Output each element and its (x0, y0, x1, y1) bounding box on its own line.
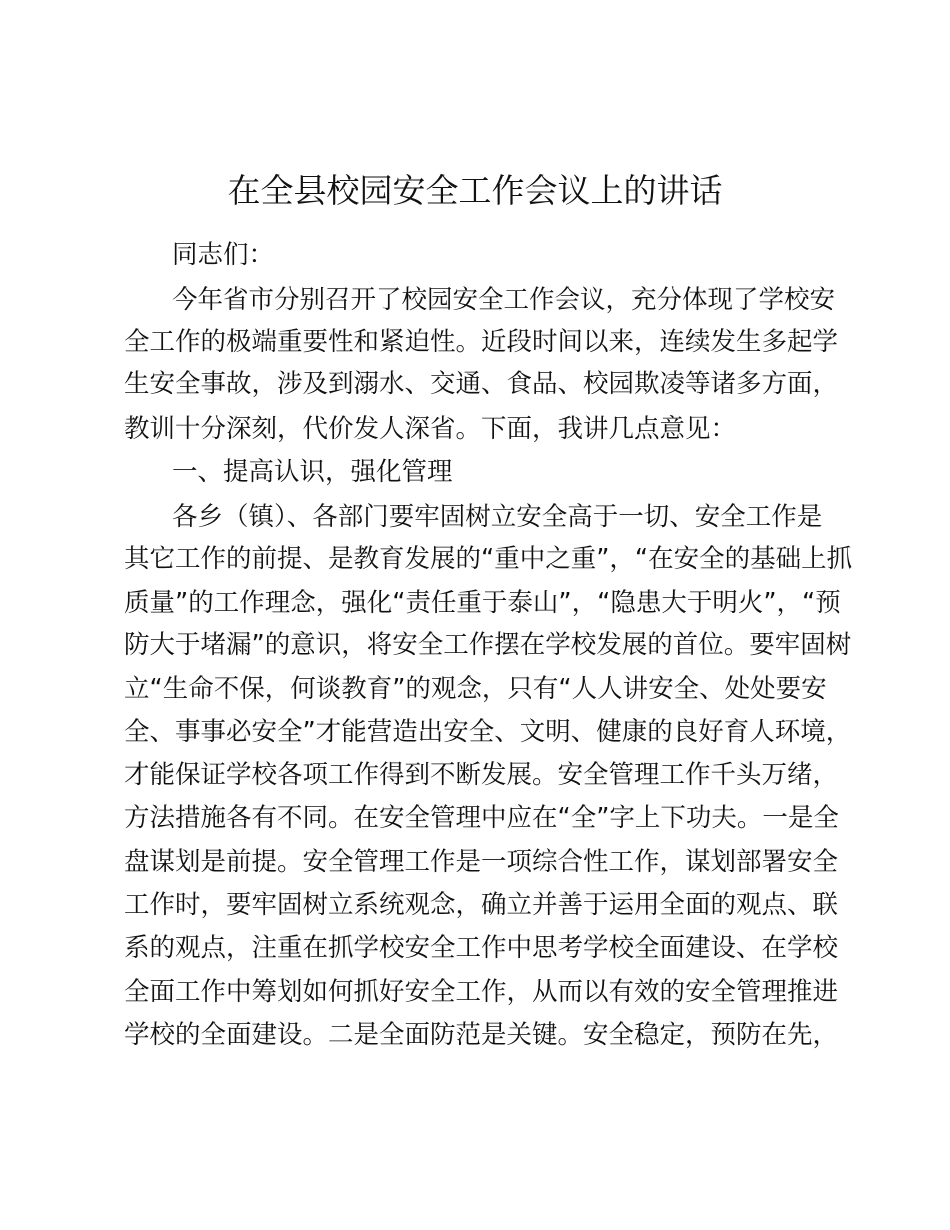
salutation: 同志们： (172, 240, 275, 270)
paragraph-line: 立“生命不保，何谈教育”的观念，只有“人人讲安全、处处要安 (124, 674, 827, 704)
paragraph-line: 全工作的极端重要性和紧迫性。近段时间以来，连续发生多起学 (124, 327, 839, 357)
paragraph-line: 系的观点，注重在抓学校安全工作中思考学校全面建设、在学校 (124, 933, 839, 963)
paragraph-line: 工作时，要牢固树立系统观念，确立并善于运用全面的观点、联 (124, 890, 839, 920)
paragraph-line: 生安全事故，涉及到溺水、交通、食品、校园欺凌等诸多方面， (124, 369, 839, 399)
paragraph-line: 学校的全面建设。二是全面防范是关键。安全稳定，预防在先， (124, 1020, 839, 1050)
section-heading: 一、提高认识，强化管理 (172, 457, 453, 487)
paragraph-line: 才能保证学校各项工作得到不断发展。安全管理工作千头万绪， (124, 760, 839, 790)
paragraph-line: 盘谋划是前提。安全管理工作是一项综合性工作，谋划部署安全 (124, 847, 839, 877)
paragraph-line: 今年省市分别召开了校园安全工作会议，充分体现了学校安 (172, 285, 836, 315)
paragraph-line: 其它工作的前提、是教育发展的“重中之重”，“在安全的基础上抓 (124, 544, 853, 574)
paragraph-line: 方法措施各有不同。在安全管理中应在“全”字上下功夫。一是全 (124, 803, 839, 833)
paragraph-line: 防大于堵漏”的意识，将安全工作摆在学校发展的首位。要牢固树 (124, 630, 852, 660)
paragraph-line: 全面工作中筹划如何抓好安全工作，从而以有效的安全管理推进 (124, 977, 839, 1007)
paragraph-line: 各乡（镇）、各部门要牢固树立安全高于一切、安全工作是 (172, 502, 823, 532)
paragraph-line: 质量”的工作理念，强化“责任重于泰山”，“隐患大于明火”，“预 (124, 588, 841, 618)
paragraph-line: 教训十分深刻，代价发人深省。下面，我讲几点意见： (124, 414, 737, 444)
paragraph-line: 全、事事必安全”才能营造出安全、文明、健康的良好育人环境， (124, 717, 852, 747)
document-title: 在全县校园安全工作会议上的讲话 (227, 171, 723, 210)
